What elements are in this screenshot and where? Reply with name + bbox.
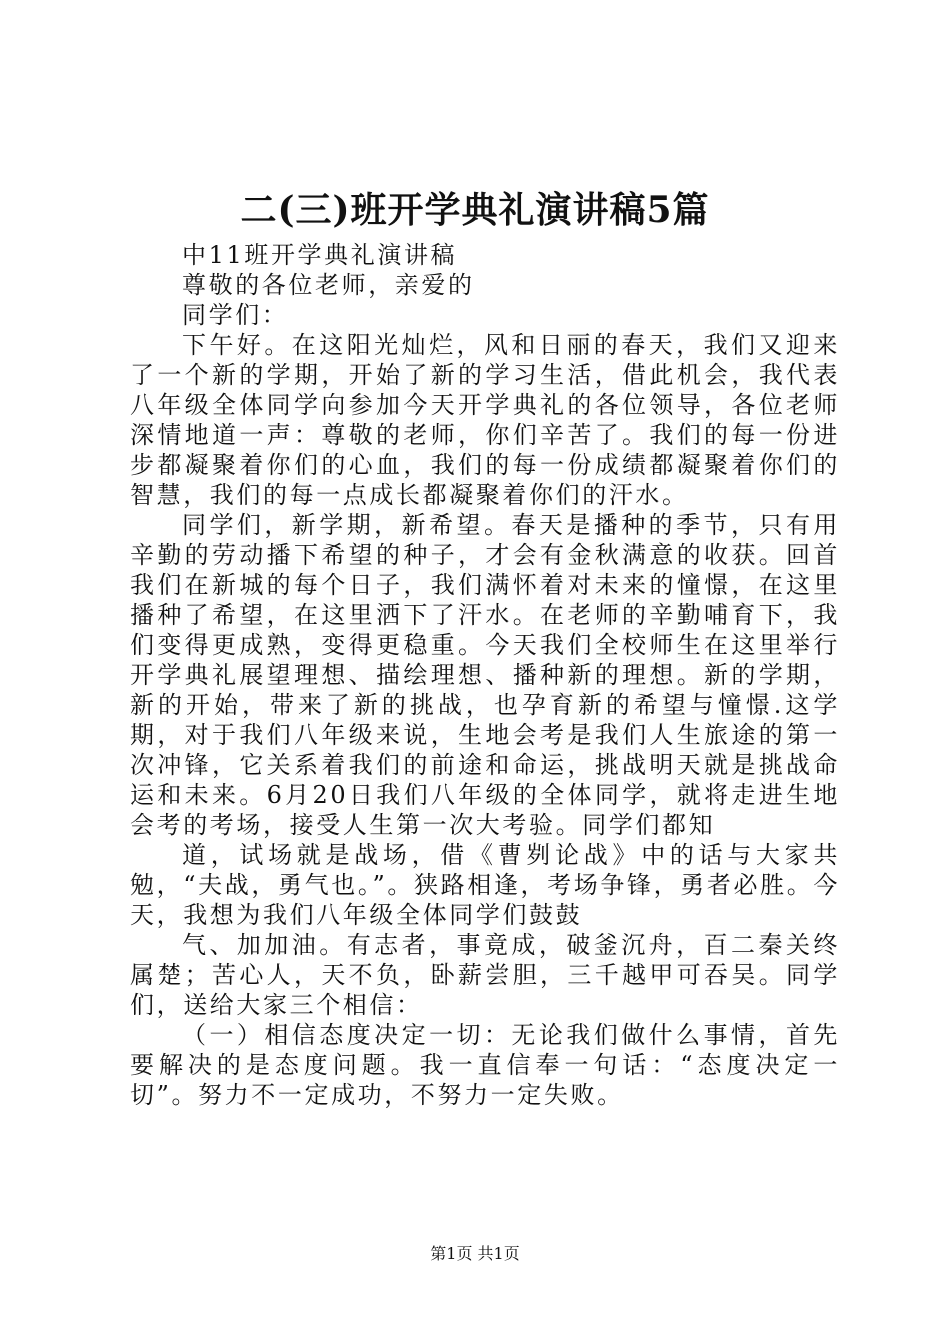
document-body: [130, 240, 840, 1110]
page-number-footer: 第1页 共1页: [430, 1244, 520, 1263]
paragraph-belief-one: （一）相信态度决定一切：无论我们做什么事情，首先要解决的是态度问题。我一直信奉一句话：“态度决定一切”。努力不一定成功，不努力一定失败。: [130, 1021, 840, 1109]
document-title: 二(三)班开学典礼演讲稿5篇: [240, 189, 710, 231]
paragraph-new-term: 同学们，新学期，新希望。春天是播种的季节，只有用辛勤的劳动播下希望的种子，才会有金秋满意的收获。回首我们在新城的每个日子，我们满怀着对未来的憧憬，在这里播种了希望，在这里洒下了汗水。在老师的辛勤哺育下，我们变得更成熟，变得更稳重。今天我们全校师生在这里举行开学典礼展望理想、描绘理想、播种新的理想。新的学期，新的开始，带来了新的挑战，也孕育新的希望与憧憬.这学期，对于我们八年级来说，生地会考是我们人生旅途的第一次冲锋，它关系着我们的前途和命运，挑战明天就是挑战命运和未来。6月20日我们八年级的全体同学，就将走进生地会考的考场，接受人生第一次大考验。同学们都知: [130, 511, 840, 839]
paragraph-encouragement: 气、加加油。有志者，事竟成，破釜沉舟，百二秦关终属楚；苦心人，天不负，卧薪尝胆，三千越甲可吞吴。同学们，送给大家三个相信：: [130, 931, 840, 1019]
paragraph-subtitle: 中11班开学典礼演讲稿: [182, 241, 458, 269]
paragraph-exam: 道，试场就是战场，借《曹刿论战》中的话与大家共勉，“夫战，勇气也。”。狭路相逢，考场争锋，勇者必胜。今天，我想为我们八年级全体同学们鼓鼓: [130, 841, 840, 929]
paragraph-salutation-2: 同学们：: [182, 301, 289, 329]
paragraph-salutation: 尊敬的各位老师，亲爱的: [182, 271, 475, 299]
paragraph-greeting: 下午好。在这阳光灿烂，风和日丽的春天，我们又迎来了一个新的学期，开始了新的学习生活，借此机会，我代表八年级全体同学向参加今天开学典礼的各位领导，各位老师深情地道一声：尊敬的老师，你们辛苦了。我们的每一份进步都凝聚着你们的心血，我们的每一份成绩都凝聚着你们的智慧，我们的每一点成长都凝聚着你们的汗水。: [130, 331, 840, 509]
